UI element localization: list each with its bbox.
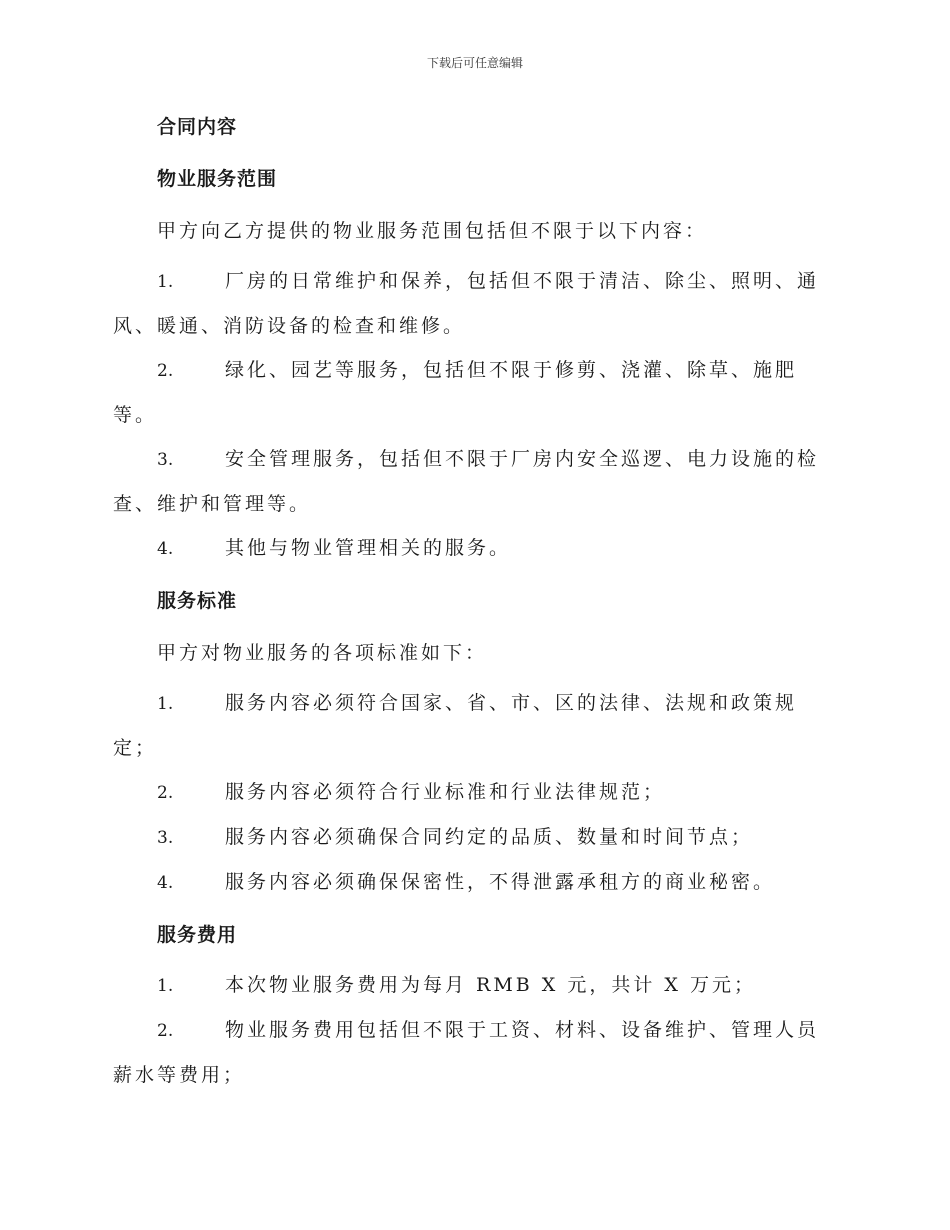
list-item-text: 服务内容必须符合国家、省、市、区的法律、法规和政策规定； [113, 692, 798, 759]
section-heading-service-scope: 物业服务范围 [157, 168, 278, 190]
section-heading-service-fees: 服务费用 [157, 924, 238, 946]
list-item-number: 1. [157, 976, 174, 996]
list-item [113, 860, 833, 905]
list-item-text: 服务内容必须确保保密性，不得泄露承租方的商业秘密。 [225, 871, 776, 893]
list-item-number: 4. [157, 873, 174, 893]
list-item-text: 厂房的日常维护和保养，包括但不限于清洁、除尘、照明、通风、暖通、消防设备的检查和维修。 [113, 270, 820, 337]
document-body [113, 113, 833, 1105]
list-item-text: 服务内容必须确保合同约定的品质、数量和时间节点； [225, 826, 754, 848]
list-item [113, 348, 833, 437]
list-item [113, 770, 833, 815]
list-item-number: 3. [157, 828, 174, 848]
section-heading-service-standards: 服务标准 [157, 590, 238, 612]
list-item-number: 2. [157, 361, 174, 381]
list-item-number: 1. [157, 272, 174, 292]
list-item [113, 259, 833, 348]
list-item-text: 物业服务费用包括但不限于工资、材料、设备维护、管理人员薪水等费用； [113, 1019, 820, 1086]
list-item-number: 2. [157, 783, 174, 803]
list-item [113, 526, 833, 571]
list-item-text: 服务内容必须符合行业标准和行业法律规范； [225, 781, 666, 803]
list-item-number: 3. [157, 450, 174, 470]
list-item-text: 安全管理服务，包括但不限于厂房内安全巡逻、电力设施的检查、维护和管理等。 [113, 448, 820, 515]
page-header: 下载后可任意编辑 [426, 56, 523, 70]
list-item [113, 681, 833, 770]
service-standards-intro: 甲方对物业服务的各项标准如下： [157, 642, 488, 664]
service-scope-intro: 甲方向乙方提供的物业服务范围包括但不限于以下内容： [157, 220, 708, 242]
list-item-text: 其他与物业管理相关的服务。 [225, 537, 512, 559]
list-item [113, 963, 833, 1008]
list-item [113, 437, 833, 526]
list-item-number: 4. [157, 539, 174, 559]
list-item-number: 2. [157, 1021, 174, 1041]
section-heading-contract-content: 合同内容 [157, 116, 238, 138]
list-item-text: 绿化、园艺等服务，包括但不限于修剪、浇灌、除草、施肥等。 [113, 359, 798, 426]
list-item-number: 1. [157, 694, 174, 714]
list-item [113, 1008, 833, 1097]
list-item-text: 本次物业服务费用为每月 RMB X 元，共计 X 万元； [225, 974, 756, 996]
list-item [113, 815, 833, 860]
